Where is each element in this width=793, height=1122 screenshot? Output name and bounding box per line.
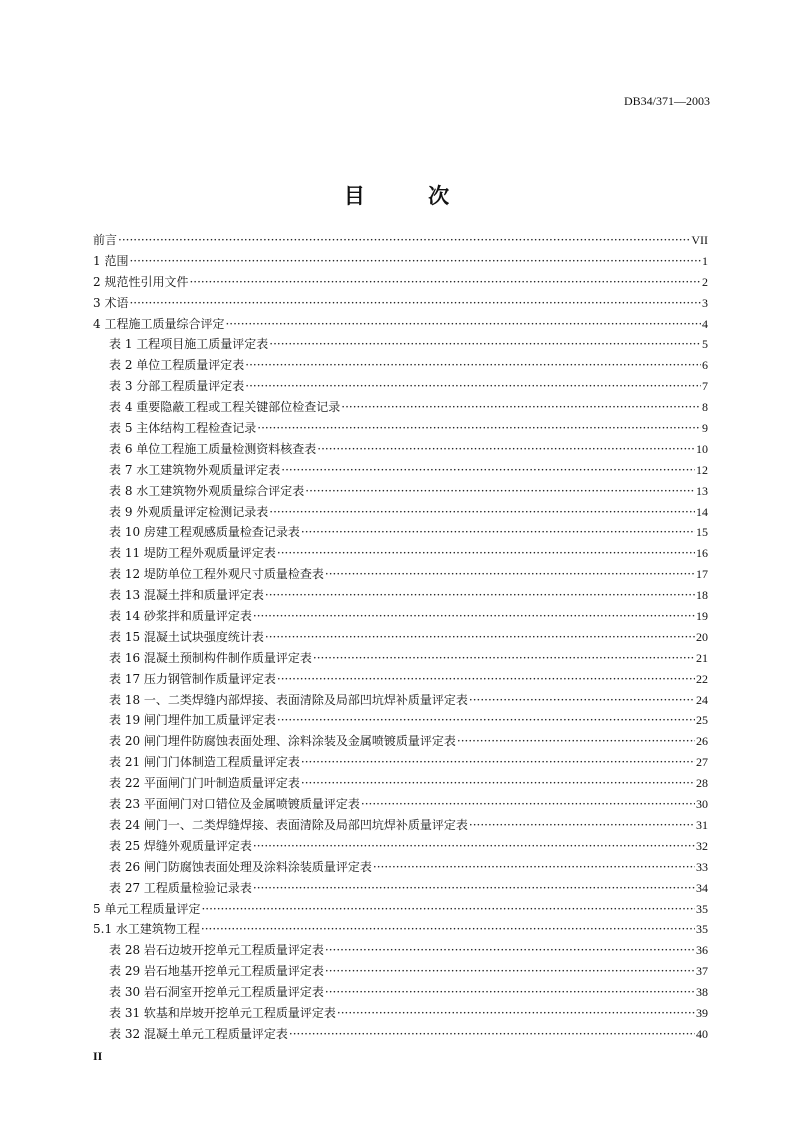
- toc-entry-label: 表 24 闸门一、二类焊缝焊接、表面清除及局部凹坑焊补质量评定表: [109, 817, 468, 832]
- toc-entry[interactable]: [93, 648, 708, 669]
- toc-entry[interactable]: [93, 314, 708, 335]
- toc-entry-page: 22: [696, 671, 708, 686]
- toc-entry-page: 14: [696, 504, 708, 519]
- toc-entry-label: 1 范围: [93, 253, 129, 268]
- toc-entry-label: 表 1 工程项目施工质量评定表: [109, 337, 269, 352]
- toc-entry-label: 表 17 压力钢管制作质量评定表: [109, 671, 276, 686]
- toc-entry[interactable]: [93, 982, 708, 1003]
- toc-entry-label: 5 单元工程质量评定: [93, 901, 201, 916]
- toc-entry-label: 表 14 砂浆拌和质量评定表: [109, 609, 252, 624]
- toc-entry-page: 1: [702, 253, 708, 268]
- toc-leader-dots: [245, 355, 701, 376]
- toc-leader-dots: [265, 627, 695, 648]
- toc-entry[interactable]: [93, 376, 708, 397]
- toc-leader-dots: [289, 1024, 695, 1045]
- toc-entry-page: 37: [696, 964, 708, 979]
- toc-leader-dots: [225, 314, 701, 335]
- toc-leader-dots: [313, 648, 695, 669]
- toc-entry-page: 39: [696, 1005, 708, 1020]
- toc-entry-label: 表 19 闸门埋件加工质量评定表: [109, 713, 276, 728]
- toc-entry-label: 4 工程施工质量综合评定: [93, 316, 225, 331]
- toc-entry[interactable]: [93, 439, 708, 460]
- toc-entry[interactable]: [93, 543, 708, 564]
- toc-entry-page: 16: [696, 546, 708, 561]
- toc-entry[interactable]: [93, 585, 708, 606]
- toc-entry[interactable]: [93, 1003, 708, 1024]
- toc-entry[interactable]: [93, 627, 708, 648]
- toc-leader-dots: [301, 773, 695, 794]
- toc-leader-dots: [281, 460, 695, 481]
- toc-entry[interactable]: [93, 230, 708, 251]
- toc-leader-dots: [469, 690, 695, 711]
- toc-leader-dots: [201, 919, 695, 940]
- toc-entry-label: 表 5 主体结构工程检查记录: [109, 421, 257, 436]
- toc-entry-page: 38: [696, 985, 708, 1000]
- toc-entry-page: 25: [696, 713, 708, 728]
- toc-entry-page: 8: [702, 400, 708, 415]
- toc-leader-dots: [337, 1003, 695, 1024]
- toc-entry-label: 表 6 单位工程施工质量检测资料核查表: [109, 441, 317, 456]
- toc-entry[interactable]: [93, 919, 708, 940]
- toc-entry[interactable]: [93, 815, 708, 836]
- toc-entry-page: 36: [696, 943, 708, 958]
- toc-entry[interactable]: [93, 418, 708, 439]
- toc-entry-page: 13: [696, 483, 708, 498]
- toc-entry-label: 表 18 一、二类焊缝内部焊接、表面清除及局部凹坑焊补质量评定表: [109, 692, 468, 707]
- toc-leader-dots: [265, 585, 695, 606]
- toc-entry[interactable]: [93, 272, 708, 293]
- toc-entry-label: 表 9 外观质量评定检测记录表: [109, 504, 269, 519]
- toc-entry[interactable]: [93, 878, 708, 899]
- toc-entry[interactable]: [93, 502, 708, 523]
- toc-entry[interactable]: [93, 794, 708, 815]
- toc-leader-dots: [325, 564, 695, 585]
- toc-leader-dots: [305, 481, 695, 502]
- toc-entry-page: 24: [696, 692, 708, 707]
- toc-leader-dots: [277, 710, 695, 731]
- toc-entry-label: 表 10 房建工程观感质量检查记录表: [109, 525, 300, 540]
- toc-entry-page: 6: [702, 358, 708, 373]
- toc-entry-page: 3: [702, 295, 708, 310]
- toc-leader-dots: [257, 418, 701, 439]
- toc-leader-dots: [317, 439, 695, 460]
- toc-entry-label: 5.1 水工建筑物工程: [93, 922, 200, 937]
- toc-entry-label: 表 3 分部工程质量评定表: [109, 379, 245, 394]
- toc-entry[interactable]: [93, 961, 708, 982]
- toc-entry[interactable]: [93, 773, 708, 794]
- toc-entry[interactable]: [93, 397, 708, 418]
- toc-leader-dots: [373, 857, 695, 878]
- toc-leader-dots: [277, 669, 695, 690]
- toc-entry-label: 表 2 单位工程质量评定表: [109, 358, 245, 373]
- toc-leader-dots: [253, 606, 695, 627]
- toc-entry-page: 17: [696, 567, 708, 582]
- toc-leader-dots: [118, 230, 690, 251]
- toc-entry-label: 表 21 闸门门体制造工程质量评定表: [109, 755, 300, 770]
- toc-leader-dots: [245, 376, 701, 397]
- toc-entry-page: 30: [696, 797, 708, 812]
- toc-entry-page: 5: [702, 337, 708, 352]
- toc-entry-page: 19: [696, 609, 708, 624]
- toc-entry-page: 40: [696, 1026, 708, 1041]
- toc-leader-dots: [277, 543, 695, 564]
- toc-entry-label: 表 22 平面闸门门叶制造质量评定表: [109, 776, 300, 791]
- toc-entry-label: 表 7 水工建筑物外观质量评定表: [109, 462, 281, 477]
- toc-leader-dots: [129, 251, 701, 272]
- toc-entry-label: 前言: [93, 233, 118, 247]
- toc-entry[interactable]: [93, 522, 708, 543]
- page-title: 目 次: [343, 183, 478, 209]
- toc-entry[interactable]: [93, 251, 708, 272]
- toc-entry-label: 表 27 工程质量检验记录表: [109, 880, 252, 895]
- toc-entry-label: 表 25 焊缝外观质量评定表: [109, 838, 252, 853]
- toc-leader-dots: [201, 899, 695, 920]
- toc-entry-page: 35: [696, 922, 708, 937]
- toc-entry-page: 28: [696, 776, 708, 791]
- toc-entry[interactable]: [93, 355, 708, 376]
- toc-entry[interactable]: [93, 460, 708, 481]
- toc-entry-page: VII: [691, 233, 708, 247]
- toc-entry-label: 表 31 软基和岸坡开挖单元工程质量评定表: [109, 1005, 336, 1020]
- toc-leader-dots: [325, 940, 695, 961]
- toc-leader-dots: [469, 815, 695, 836]
- table-of-contents: [93, 230, 708, 1045]
- toc-entry-label: 表 26 闸门防腐蚀表面处理及涂料涂装质量评定表: [109, 859, 372, 874]
- toc-entry-page: 15: [696, 525, 708, 540]
- toc-entry[interactable]: [93, 857, 708, 878]
- toc-leader-dots: [189, 272, 701, 293]
- toc-entry[interactable]: [93, 752, 708, 773]
- toc-leader-dots: [129, 293, 701, 314]
- toc-entry-label: 表 23 平面闸门对口错位及金属喷镀质量评定表: [109, 797, 360, 812]
- toc-entry-page: 18: [696, 588, 708, 603]
- toc-leader-dots: [361, 794, 695, 815]
- toc-entry[interactable]: [93, 334, 708, 355]
- toc-leader-dots: [269, 502, 695, 523]
- toc-leader-dots: [325, 982, 695, 1003]
- toc-entry-page: 27: [696, 755, 708, 770]
- toc-entry-label: 表 32 混凝土单元工程质量评定表: [109, 1026, 288, 1041]
- toc-entry-label: 表 8 水工建筑物外观质量综合评定表: [109, 483, 305, 498]
- toc-entry-label: 表 11 堤防工程外观质量评定表: [109, 546, 276, 561]
- toc-entry-label: 表 12 堤防单位工程外观尺寸质量检查表: [109, 567, 324, 582]
- toc-entry[interactable]: [93, 669, 708, 690]
- toc-entry-label: 3 术语: [93, 295, 129, 310]
- toc-entry[interactable]: [93, 1024, 708, 1045]
- toc-leader-dots: [325, 961, 695, 982]
- toc-entry-page: 20: [696, 629, 708, 644]
- footer-page-number: II: [93, 1049, 103, 1063]
- toc-entry-page: 26: [696, 734, 708, 749]
- toc-entry[interactable]: [93, 481, 708, 502]
- toc-entry-label: 表 4 重要隐蔽工程或工程关键部位检查记录: [109, 400, 341, 415]
- toc-entry[interactable]: [93, 836, 708, 857]
- toc-entry-page: 21: [696, 650, 708, 665]
- document-code: DB34/371—2003: [623, 94, 710, 108]
- toc-entry-page: 31: [696, 817, 708, 832]
- toc-entry-label: 表 29 岩石地基开挖单元工程质量评定表: [109, 964, 324, 979]
- toc-entry[interactable]: [93, 606, 708, 627]
- toc-entry-page: 2: [702, 274, 708, 289]
- toc-entry-label: 表 13 混凝土拌和质量评定表: [109, 588, 264, 603]
- toc-leader-dots: [301, 752, 695, 773]
- toc-entry-page: 32: [696, 838, 708, 853]
- toc-entry[interactable]: [93, 564, 708, 585]
- toc-entry[interactable]: [93, 940, 708, 961]
- toc-entry-page: 35: [696, 901, 708, 916]
- toc-leader-dots: [253, 836, 695, 857]
- toc-leader-dots: [269, 334, 701, 355]
- toc-entry[interactable]: [93, 731, 708, 752]
- toc-entry[interactable]: [93, 710, 708, 731]
- toc-entry-page: 10: [696, 441, 708, 456]
- toc-entry-label: 表 28 岩石边坡开挖单元工程质量评定表: [109, 943, 324, 958]
- toc-entry-label: 表 16 混凝土预制构件制作质量评定表: [109, 650, 312, 665]
- toc-entry-page: 34: [696, 880, 708, 895]
- toc-entry-label: 2 规范性引用文件: [93, 274, 189, 289]
- toc-entry-page: 12: [696, 462, 708, 477]
- toc-entry[interactable]: [93, 899, 708, 920]
- toc-leader-dots: [253, 878, 695, 899]
- toc-leader-dots: [457, 731, 695, 752]
- toc-entry-page: 7: [702, 379, 708, 394]
- toc-entry-label: 表 15 混凝土试块强度统计表: [109, 629, 264, 644]
- toc-entry-page: 4: [702, 316, 708, 331]
- toc-entry-page: 33: [696, 859, 708, 874]
- toc-leader-dots: [341, 397, 701, 418]
- toc-entry[interactable]: [93, 690, 708, 711]
- toc-entry-label: 表 20 闸门埋件防腐蚀表面处理、涂料涂装及金属喷镀质量评定表: [109, 734, 456, 749]
- toc-entry-page: 9: [702, 421, 708, 436]
- toc-entry[interactable]: [93, 293, 708, 314]
- toc-entry-label: 表 30 岩石洞室开挖单元工程质量评定表: [109, 985, 324, 1000]
- toc-leader-dots: [301, 522, 695, 543]
